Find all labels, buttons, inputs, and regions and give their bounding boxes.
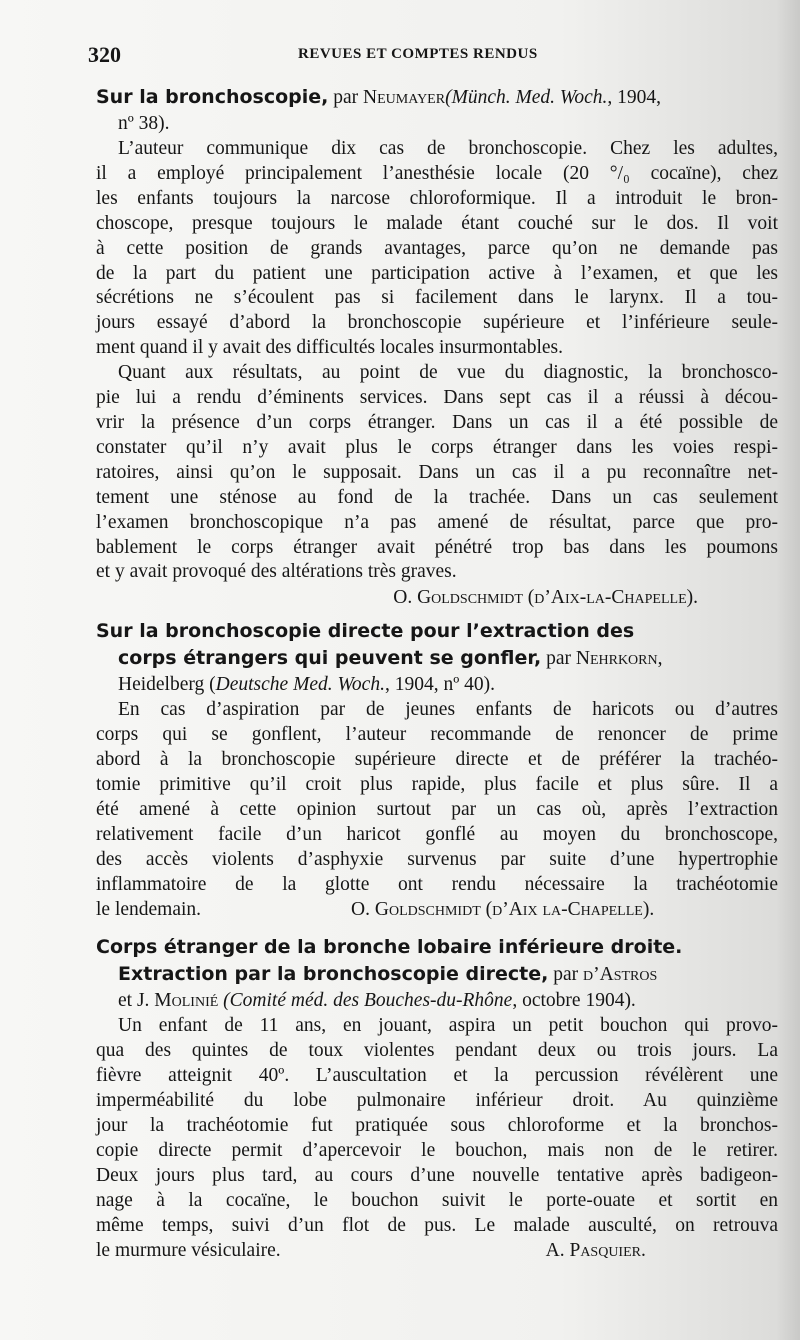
article-title-line: Sur la bronchoscopie, par Neumayer(Münch. Med. Woch., 1904, — [96, 86, 661, 108]
text-line: de la part du patient une participation active à l’examen, et que les — [96, 262, 778, 284]
text-line: relativement facile d’un haricot gonflé au moyen du bronchoscope, — [96, 823, 778, 845]
article-signature: A. Pasquier. — [545, 1239, 646, 1261]
text-line: même temps, suivi d’un flot de pus. Le malade ausculté, on retrouva — [96, 1214, 778, 1236]
text-line: jours essayé d’abord la bronchoscopie supérieure et l’inférieure seule- — [96, 312, 778, 334]
text-line: abord à la bronchoscopie supérieure directe et de préférer la trachéo- — [96, 749, 778, 771]
text-line: nage à la cocaïne, le bouchon suivit le porte-ouate et sortit en — [96, 1189, 778, 1211]
article-corps-etranger — [96, 934, 778, 1263]
article-author: d’Astros — [583, 964, 658, 986]
text-line: ment quand il y avait des difficultés locales insurmontables. — [96, 337, 563, 359]
article-bronchoscopie — [96, 84, 778, 610]
page-header — [88, 42, 778, 72]
text-line: En cas d’aspiration par de jeunes enfants de haricots ou d’autres — [118, 699, 778, 721]
text-line: sécrétions ne s’écoulent pas si facilement dans le larynx. Il a tou- — [96, 287, 778, 309]
text-line: corps qui se gonflent, l’auteur recommande de renoncer de prime — [96, 724, 778, 746]
article-journal: (Münch. Med. Woch. — [445, 87, 608, 108]
article-signature: O. Goldschmidt (d’Aix la-Chapelle). — [351, 898, 655, 920]
text-line: Un enfant de 11 ans, en jouant, aspira un petit bouchon qui provo- — [118, 1015, 778, 1037]
text-line: inflammatoire de la glotte ont rendu nécessaire la trachéotomie — [96, 873, 778, 895]
article-body — [96, 137, 778, 585]
text-line: été amené à cette opinion surtout par un cas où, après l’extraction — [96, 798, 778, 820]
article-title-line: Extraction par la bronchoscopie directe, par d’Astros — [118, 963, 658, 986]
text-line: jour la trachéotomie fut pratiquée sous chloroforme et la bronchos- — [96, 1115, 778, 1137]
text-line: choscope, presque toujours le malade étant couché sur le dos. Il voit — [96, 212, 778, 234]
text-line: pie lui a rendu d’éminents services. Dans sept cas il a réussi à décou- — [96, 387, 778, 409]
text-line: fièvre atteignit 40º. L’auscultation et la percussion révélèrent une — [96, 1065, 778, 1087]
article-title-line: corps étrangers qui peuvent se gonfler, par Nehrkorn, — [118, 647, 663, 670]
article-citation-end: nº 38). — [118, 113, 170, 134]
text-line: tomie primitive qu’il croit plus rapide, plus facile et plus sûre. Il a — [96, 774, 778, 796]
article-body — [96, 698, 778, 922]
text-line: des accès violents d’asphyxie survenus par suite d’une hypertrophie — [96, 848, 778, 870]
text-line: Deux jours plus tard, au cours d’une nouvelle tentative après badigeon- — [96, 1164, 778, 1186]
article-citation: et J. Molinié (Comité méd. des Bouches-du-Rhône, octobre 1904). — [118, 990, 636, 1012]
article-journal: (Comité méd. des Bouches-du-Rhône — [223, 990, 513, 1012]
article-title: Sur la bronchoscopie, — [96, 86, 329, 108]
text-line: imperméabilité du lobe pulmonaire inférieur droit. Au quinzième — [96, 1090, 778, 1112]
article-title: Corps étranger de la bronche lobaire inférieure droite. — [96, 936, 683, 959]
page-number: 320 — [88, 42, 121, 67]
text-line: copie directe permit d’apercevoir le bouchon, mais non de le retirer. — [96, 1140, 778, 1161]
text-line: les enfants toujours la narcose chloroformique. Il a introduit le bron- — [96, 187, 778, 209]
article-author-2: Molinié — [154, 990, 219, 1012]
text-line: ratoires, ainsi qu’on le supposait. Dans un cas il a pu reconnaître net- — [96, 461, 778, 483]
running-title: REVUES ET COMPTES RENDUS — [298, 46, 538, 62]
text-line: le murmure vésiculaire. A. Pasquier. — [96, 1239, 646, 1261]
article-journal: Deutsche Med. Woch. — [215, 674, 385, 696]
article-signature: O. Goldschmidt (d’Aix-la-Chapelle). — [393, 587, 698, 609]
text-line: Quant aux résultats, au point de vue du diagnostic, la bronchosco- — [118, 362, 778, 384]
page-content — [96, 84, 778, 1264]
text-line: à cette position de grands avantages, parce qu’on ne demande pas — [96, 237, 778, 259]
text-line: tement une sténose au fond de la trachée. Dans un cas seulement — [96, 486, 778, 508]
article-body — [96, 1014, 778, 1263]
text-line: et y avait provoqué des altérations très graves. — [96, 561, 457, 583]
text-line: il a employé principalement l’anesthésie locale (20 °/₀ cocaïne), chez — [96, 162, 778, 184]
article-citation: Heidelberg (Deutsche Med. Woch., 1904, nº 40). — [118, 674, 496, 696]
article-title: Sur la bronchoscopie directe pour l’extraction des — [96, 620, 635, 643]
article-title-cont: Extraction par la bronchoscopie directe, — [118, 963, 549, 986]
text-line: l’examen bronchoscopique n’a pas amené de résultat, parce que pro- — [96, 511, 778, 533]
text-line: bablement le corps étranger avait pénétré trop bas dans les poumons — [96, 536, 778, 558]
text-line: qua des quintes de toux violentes pendant deux ou trois jours. La — [96, 1040, 778, 1062]
article-bronchoscopie-directe — [96, 618, 778, 922]
article-author: Neumayer — [363, 87, 446, 108]
article-title-line — [96, 934, 778, 961]
text-line: vrir la présence d’un corps étranger. Dans un cas il a été possible de — [96, 411, 778, 433]
article-title-line — [96, 618, 778, 645]
text-line: L’auteur communique dix cas de bronchoscopie. Chez les adultes, — [118, 138, 778, 159]
article-title-cont: corps étrangers qui peuvent se gonfler, — [118, 647, 542, 670]
article-author: Nehrkorn, — [575, 648, 663, 670]
text-line: le lendemain. O. Goldschmidt (d’Aix la-Chapelle). — [96, 898, 655, 920]
text-line: constater qu’il n’y avait plus le corps étranger dans les voies respi- — [96, 436, 778, 458]
